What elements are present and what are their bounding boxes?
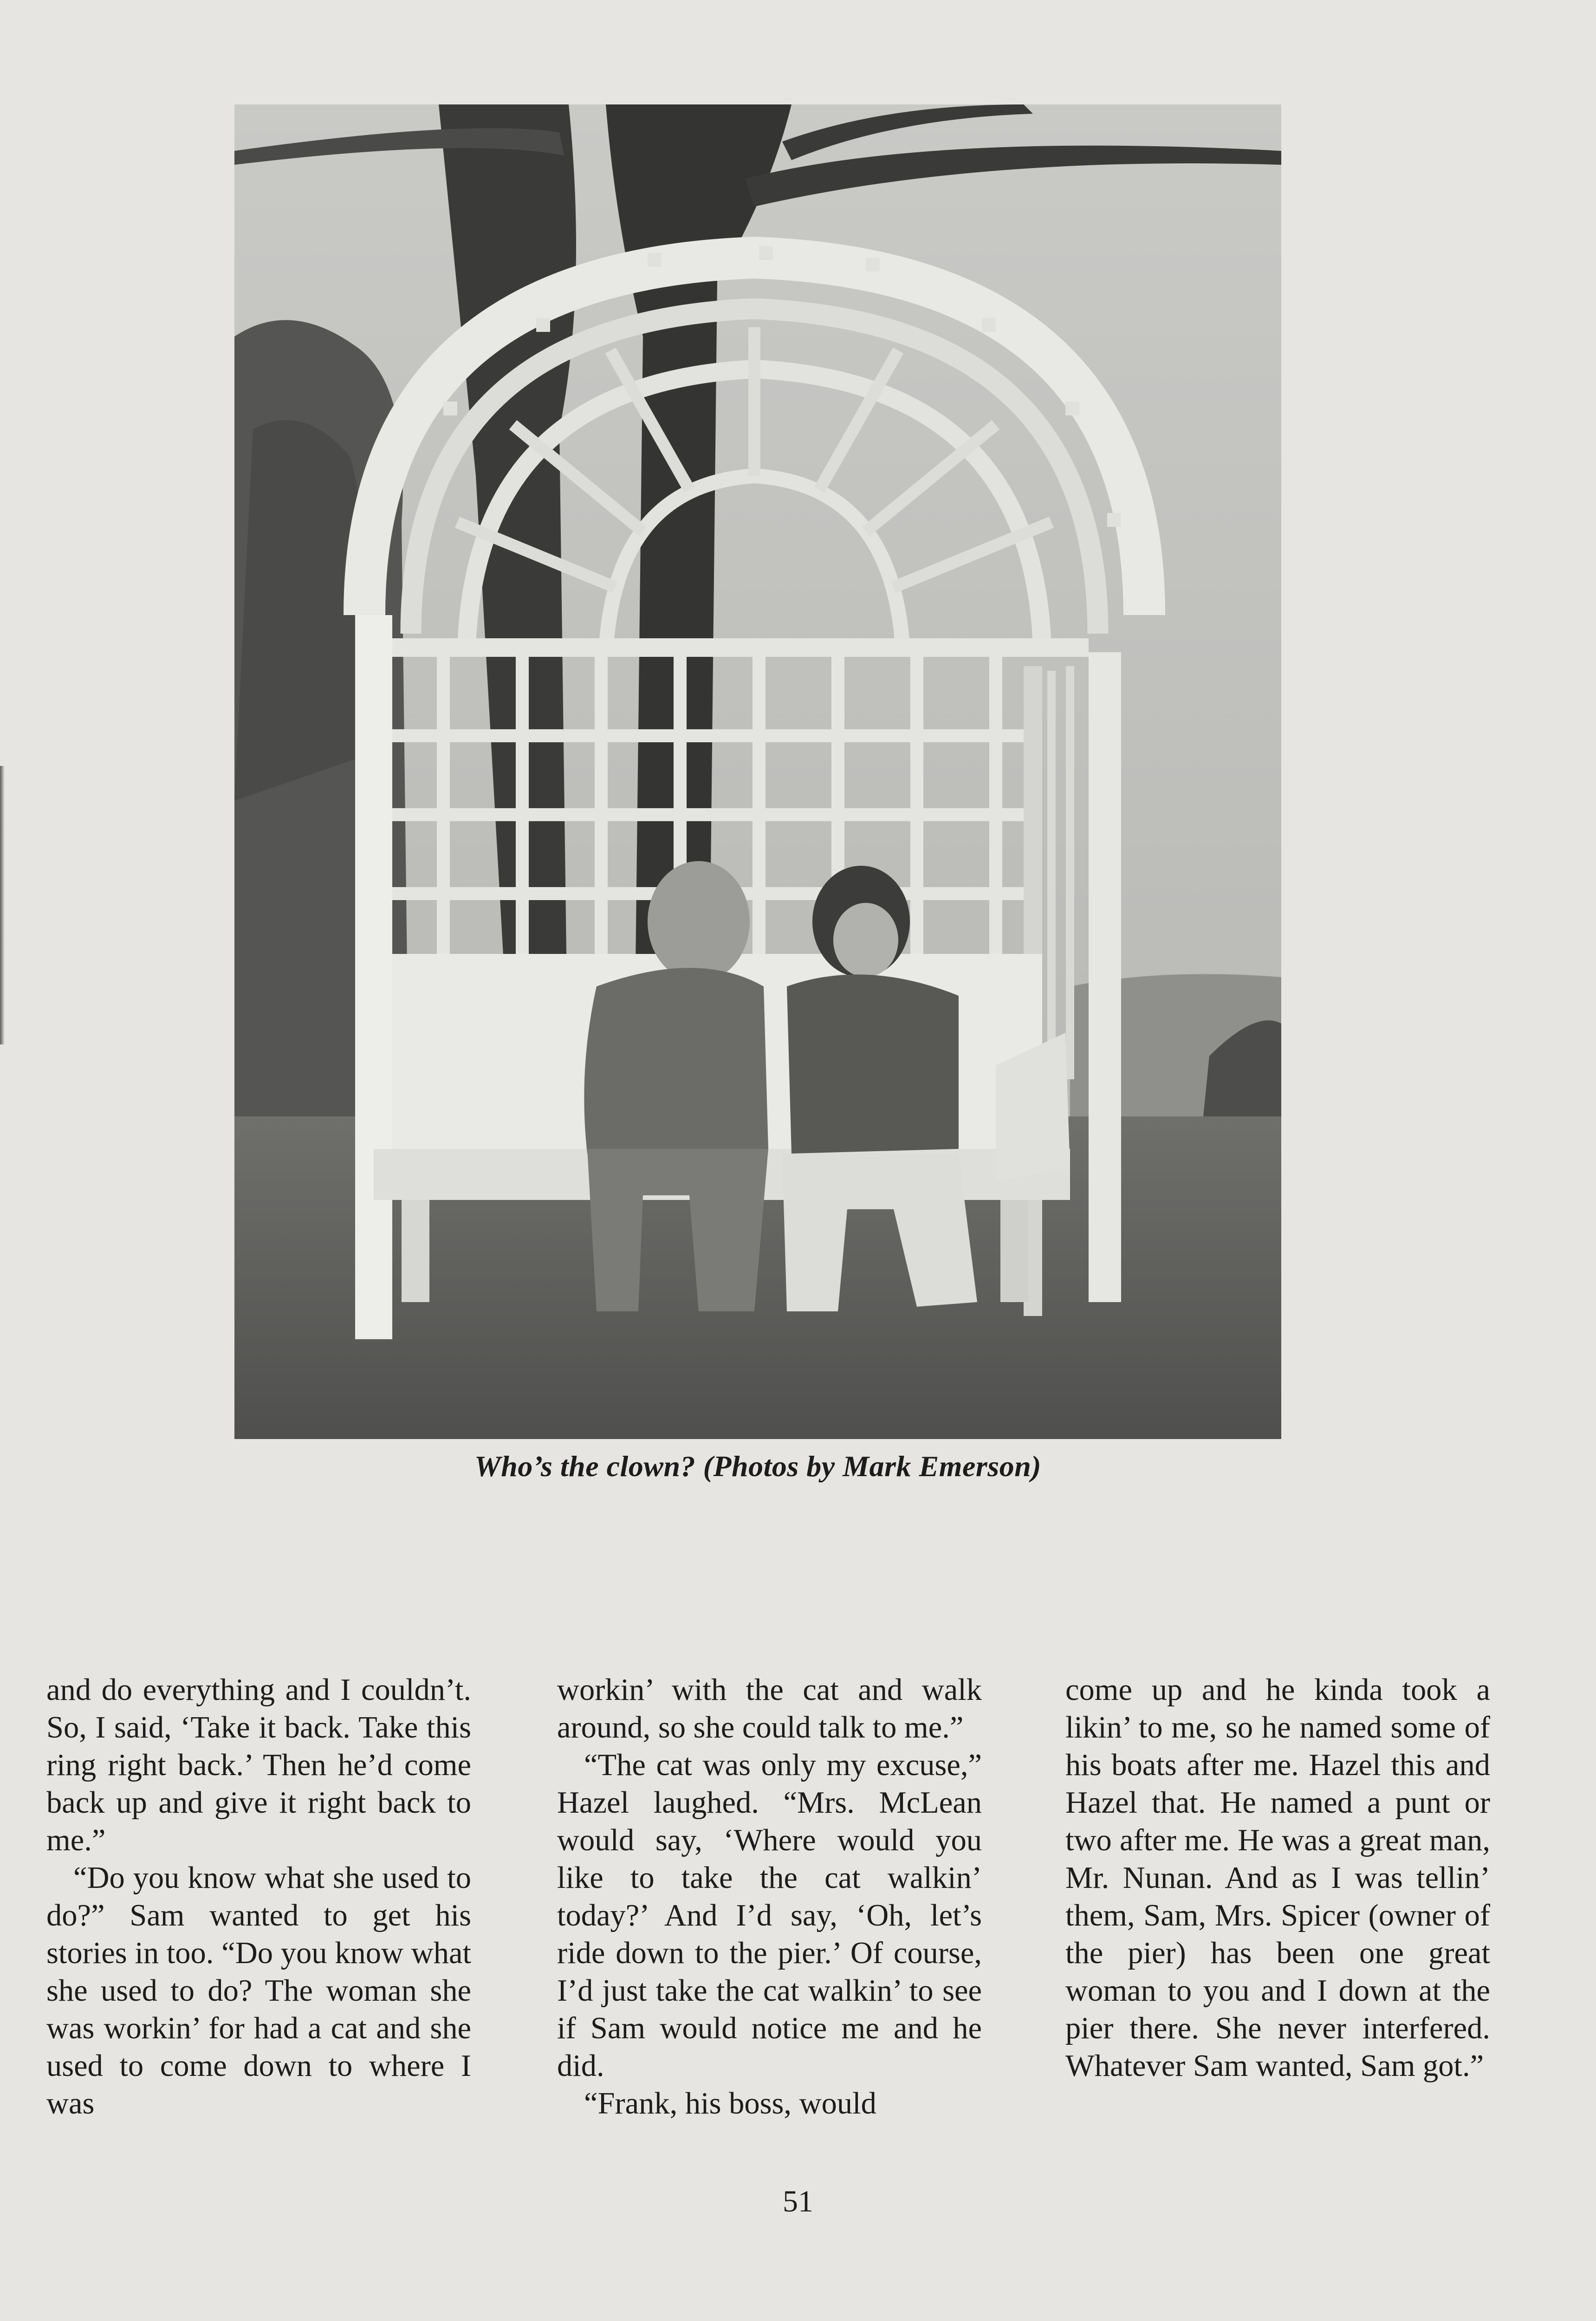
photo xyxy=(234,104,1281,1439)
paragraph: “Frank, his boss, would xyxy=(584,2087,876,2120)
text-column-2 xyxy=(557,1671,982,2122)
text-column-3 xyxy=(1065,1671,1490,2085)
paragraph: workin’ with the cat and walk around, so she could talk to me.” xyxy=(557,1673,982,1744)
paragraph: “The cat was only my excuse,” Hazel laughed. “Mrs. McLean would say, ‘Where would you like to take the cat walkin’ today?’ And I’d say, ‘Oh, let’s ride down to the pier.’ Of course, I’d just take the cat walkin’ to see if Sam would notice me and he did. xyxy=(557,1748,982,2083)
paragraph: “Do you know what she used to do?” Sam wanted to get his stories in too. “Do you know what she used to do? The woman she was workin’ for had a cat and she used to come down to where I was xyxy=(46,1861,471,2120)
photo-caption: Who’s the clown? (Photos by Mark Emerson) xyxy=(474,1450,1042,1483)
paragraph: come up and he kinda took a likin’ to me, so he named some of his boats after me. Hazel this and Hazel that. He named a punt or two after me. He was a great man, Mr. Nunan. And as I was tellin’ them, Sam, Mrs. Spicer (owner of the pier) has been one great woman to you and I down at the pier there. She never interfered. Whatever Sam wanted, Sam got.” xyxy=(1065,1673,1490,2083)
photo-icon xyxy=(234,104,1281,1439)
text-column-1 xyxy=(46,1671,471,2122)
paragraph: and do everything and I couldn’t. So, I said, ‘Take it back. Take this ring right back.’ Then he’d come back up and give it right back to me.” xyxy=(46,1673,471,1857)
page-number: 51 xyxy=(783,2185,813,2218)
page-edge-shadow xyxy=(0,766,5,1044)
